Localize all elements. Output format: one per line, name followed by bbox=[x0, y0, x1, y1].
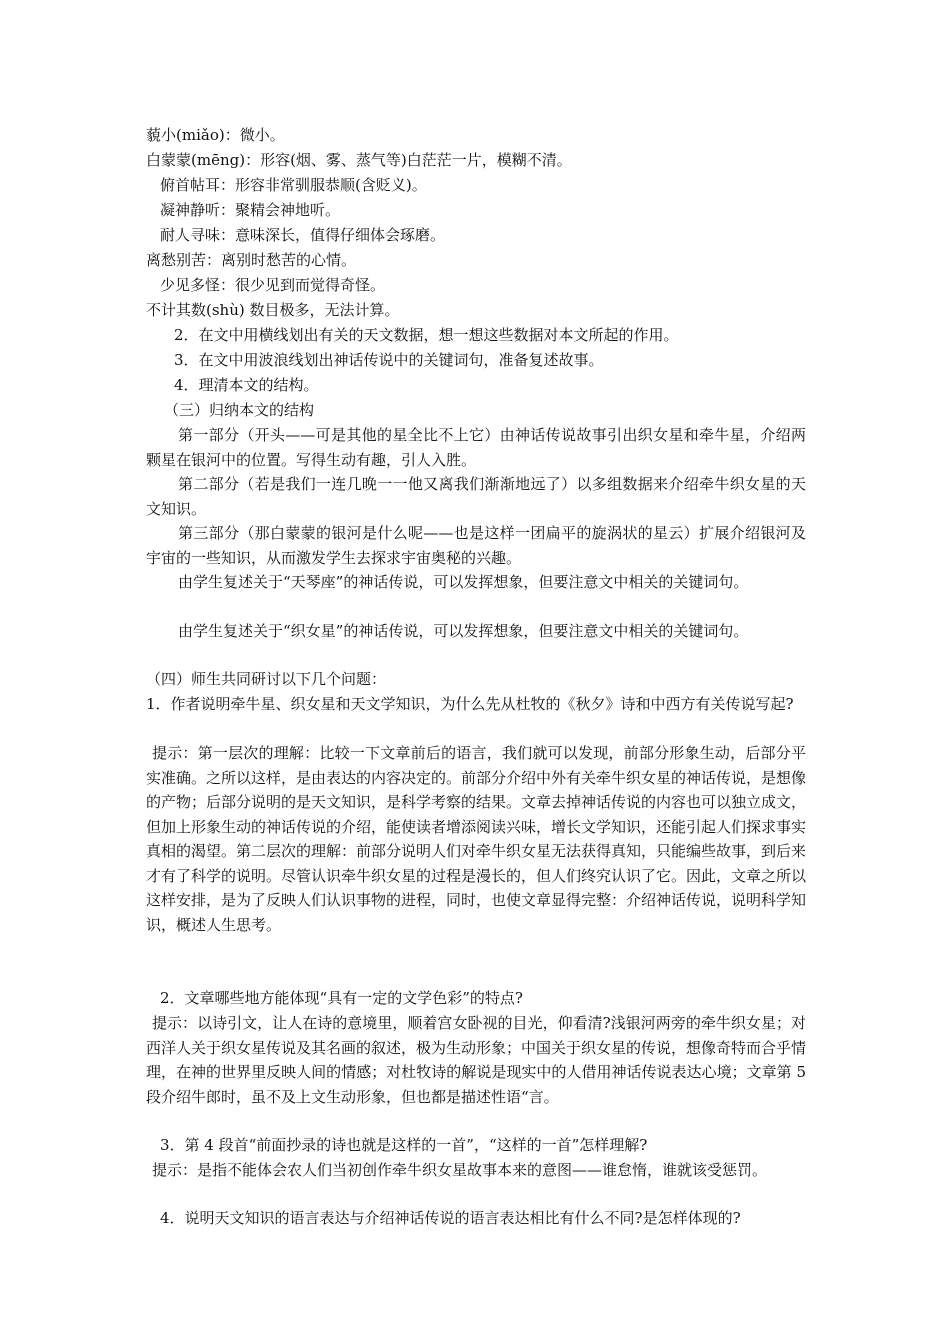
vocab-item: 少见多怪：很少见到而觉得奇怪。 bbox=[160, 276, 386, 294]
vocab-item: 离愁别苦：离别时愁苦的心情。 bbox=[146, 251, 357, 269]
section-heading: （四）师生共同研讨以下几个问题： bbox=[146, 670, 387, 688]
vocab-item: 白蒙蒙(mēng)：形容(烟、雾、蒸气等)白茫茫一片，模糊不清。 bbox=[146, 151, 572, 169]
question-3: 3．第 4 段首“前面抄录的诗也就是这样的一首”，“这样的一首”怎样理解? bbox=[160, 1136, 648, 1154]
paragraph-part3: 第三部分（那白蒙蒙的银河是什么呢——也是这样一团扁平的旋涡状的星云）扩展介绍银河及宇宙的一些知识，从而激发学生去探求宇宙奥秘的兴趣。 bbox=[146, 524, 806, 567]
paragraph-retell-1: 由学生复述关于“天琴座”的神话传说，可以发挥想象，但要注意文中相关的关键词句。 bbox=[178, 573, 749, 591]
vocab-item: 藐小(miǎo)：微小。 bbox=[146, 126, 285, 144]
question-1: 1．作者说明牵牛星、织女星和天文学知识，为什么先从杜牧的《秋夕》诗和中西方有关传说写起? bbox=[146, 695, 794, 713]
paragraph-part2: 第二部分（若是我们一连几晚一一他又离我们渐渐地远了）以多组数据来介绍牵牛织女星的天文知识。 bbox=[146, 475, 806, 518]
answer-2: 提示：以诗引文，让人在诗的意境里，顺着宫女卧视的目光，仰看清?浅银河两旁的牵牛织女星；对西洋人关于织女星传说及其名画的叙述，极为生动形象；中国关于织女星的传说，想像奇特而合乎情理，在神的世界里反映人间的情感；对杜牧诗的解说是现实中的人借用神话传说表达心境；文章第 5 段介绍牛郎时，虽不及上文生动形象，但也都是描述性语“言。 bbox=[146, 1014, 807, 1106]
vocab-item: 耐人寻味：意味深长，值得仔细体会琢磨。 bbox=[160, 226, 446, 244]
vocab-item: 俯首帖耳：形容非常驯服恭顺(含贬义)。 bbox=[160, 176, 427, 194]
vocab-item: 凝神静听：聚精会神地听。 bbox=[160, 201, 341, 219]
question-2: 2．文章哪些地方能体现“具有一定的文学色彩”的特点? bbox=[160, 989, 523, 1007]
answer-3: 提示：是指不能体会农人们当初创作牵牛织女星故事本来的意图——谁怠惰，谁就该受惩罚。 bbox=[152, 1161, 768, 1179]
task-item: 4．理清本文的结构。 bbox=[174, 376, 319, 394]
vocab-item: 不计其数(shù) 数目极多，无法计算。 bbox=[146, 301, 400, 319]
paragraph-retell-2: 由学生复述关于“织女星”的神话传说，可以发挥想象，但要注意文中相关的关键词句。 bbox=[178, 622, 749, 640]
answer-1: 提示：第一层次的理解：比较一下文章前后的语言，我们就可以发现，前部分形象生动，后部分平实准确。之所以这样，是由表达的内容决定的。前部分介绍中外有关牵牛织女星的神话传说，是想像的产物；后部分说明的是天文知识，是科学考察的结果。文章去掉神话传说的内容也可以独立成文，但加上形象生动的神话传说的介绍，能使读者增添阅读兴味，增长文学知识，还能引起人们探求事实真相的渴望。第二层次的理解：前部分说明人们对牵牛织女星无法获得真知，只能编些故事，到后来才有了科学的说明。尽管认识牵牛织女星的过程是漫长的，但人们终究认识了它。因此，文章之所以这样安排，是为了反映人们认识事物的进程，同时，也使文章显得完整：介绍神话传说，说明科学知识，概述人生思考。 bbox=[146, 744, 807, 934]
question-4: 4．说明天文知识的语言表达与介绍神话传说的语言表达相比有什么不同?是怎样体现的? bbox=[160, 1209, 741, 1227]
paragraph-part1: 第一部分（开头——可是其他的星全比不上它）由神话传说故事引出织女星和牵牛星，介绍两颗星在银河中的位置。写得生动有趣，引人入胜。 bbox=[146, 426, 806, 469]
section-heading: （三）归纳本文的结构 bbox=[164, 401, 315, 419]
task-item: 2．在文中用横线划出有关的天文数据，想一想这些数据对本文所起的作用。 bbox=[174, 326, 679, 344]
task-item: 3．在文中用波浪线划出神话传说中的关键词句，准备复述故事。 bbox=[174, 351, 604, 369]
